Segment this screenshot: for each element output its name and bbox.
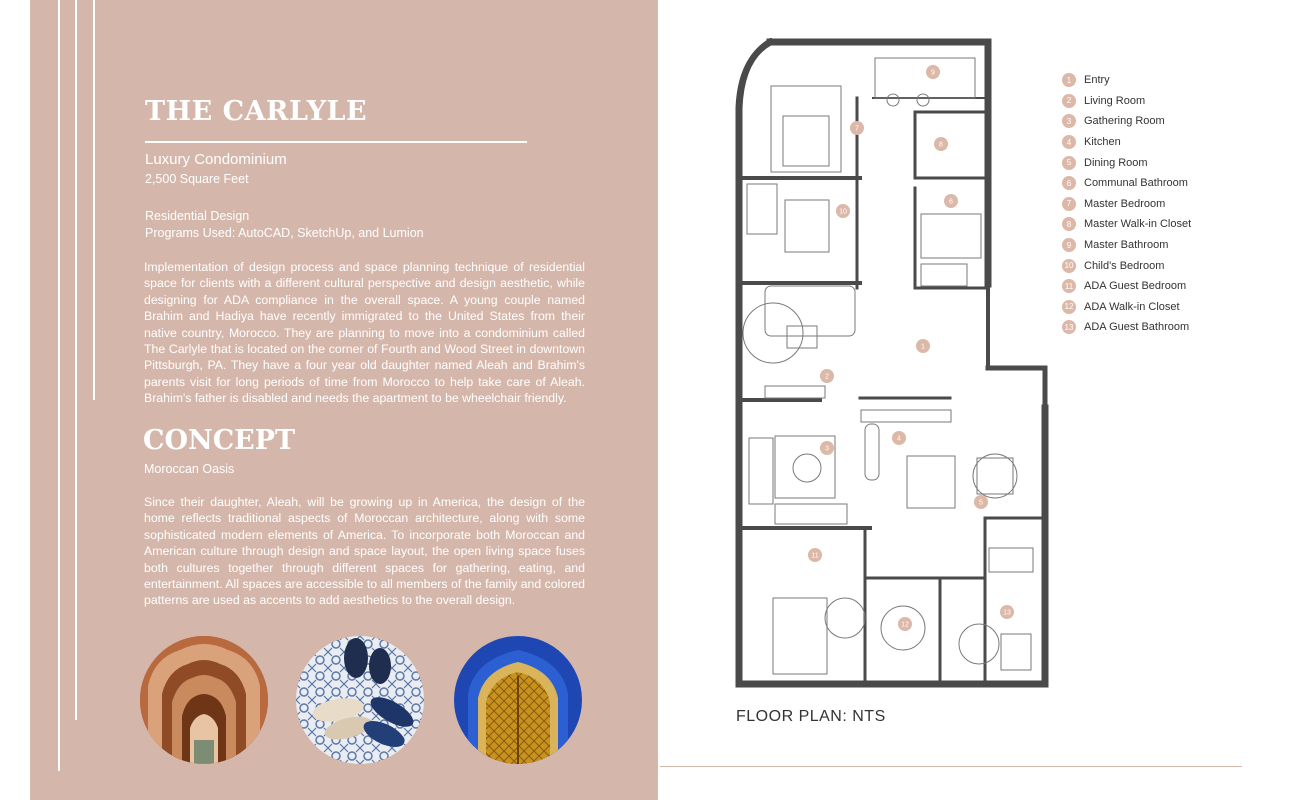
room-legend	[1062, 70, 1191, 338]
programs-used: Programs Used: AutoCAD, SketchUp, and Lumion	[145, 226, 424, 240]
legend-number-badge: 5	[1062, 156, 1076, 170]
room-number: 9	[931, 69, 935, 77]
legend-item	[1062, 173, 1191, 194]
project-subtitle: Luxury Condominium	[145, 151, 287, 168]
concept-subtitle: Moroccan Oasis	[144, 462, 235, 476]
legend-label: Child's Bedroom	[1084, 259, 1165, 272]
legend-label: Master Bathroom	[1084, 239, 1169, 252]
concept-title: CONCEPT	[143, 425, 296, 456]
moroccan-arch-photo	[140, 636, 268, 764]
legend-label: ADA Walk-in Closet	[1084, 300, 1180, 313]
room-number: 4	[897, 435, 901, 443]
legend-item	[1062, 255, 1191, 276]
room-number: 5	[979, 499, 983, 507]
legend-label: Living Room	[1084, 94, 1146, 107]
legend-number-badge: 7	[1062, 197, 1076, 211]
room-number: 12	[901, 621, 909, 629]
legend-label: Master Bedroom	[1084, 197, 1166, 210]
legend-number-badge: 11	[1062, 279, 1076, 293]
legend-label: ADA Guest Bathroom	[1084, 321, 1190, 334]
legend-label: ADA Guest Bedroom	[1084, 280, 1187, 293]
legend-label: Kitchen	[1084, 136, 1121, 149]
legend-label: Dining Room	[1084, 156, 1148, 169]
concept-description: Since their daughter, Aleah, will be growing up in America, the design of the home reflects traditional aspects of Moroccan architecture, along with some sophisticated modern elements of America. To incorporate both Moroccan and American culture through design and space layout, the open living space fuses both cultures together through different spaces for gathering, eating, and entertainment. All spaces are accessible to all members of the family and colored patterns are used as accents to add aesthetics to the overall design.	[144, 495, 585, 608]
project-description: Implementation of design process and space planning technique of residential space for clients with a different cultural perspective and design aesthetic, while designing for ADA compliance in the overall space. A young couple named Brahim and Hadiya have recently immigrated to the United States from their native country, Morocco. They are planning to move into a condominium called The Carlyle that is located on the corner of Fourth and Wood Street in downtown Pittsburgh, PA. They have a four year old daughter named Aleah and Brahim's parents visit for long periods of time from Morocco to help take care of Aleah. Brahim's father is disabled and needs the apartment to be wheelchair friendly.	[144, 260, 585, 406]
legend-item	[1062, 235, 1191, 256]
project-title: THE CARLYLE	[145, 96, 368, 127]
title-divider	[145, 141, 527, 143]
decorative-line	[75, 0, 77, 720]
room-number: 3	[825, 445, 829, 453]
legend-number-badge: 13	[1062, 320, 1076, 334]
legend-label: Master Walk-in Closet	[1084, 218, 1192, 231]
legend-item	[1062, 111, 1191, 132]
legend-item	[1062, 297, 1191, 318]
moroccan-slippers-photo	[296, 636, 424, 764]
legend-number-badge: 8	[1062, 217, 1076, 231]
legend-number-badge: 4	[1062, 135, 1076, 149]
room-number: 6	[949, 198, 953, 206]
project-panel	[30, 0, 658, 800]
legend-item	[1062, 317, 1191, 338]
floor-plan-drawing	[735, 38, 1055, 688]
legend-item	[1062, 194, 1191, 215]
legend-label: Communal Bathroom	[1084, 177, 1188, 190]
decorative-line	[93, 0, 95, 400]
legend-number-badge: 12	[1062, 300, 1076, 314]
legend-item	[1062, 276, 1191, 297]
legend-item	[1062, 214, 1191, 235]
legend-number-badge: 9	[1062, 238, 1076, 252]
room-number: 10	[839, 208, 847, 216]
legend-item	[1062, 132, 1191, 153]
project-size: 2,500 Square Feet	[145, 172, 249, 186]
legend-number-badge: 3	[1062, 114, 1076, 128]
moroccan-door-photo	[454, 636, 582, 764]
room-number: 11	[811, 552, 819, 560]
room-number: 8	[939, 141, 943, 149]
room-number: 13	[1003, 609, 1011, 617]
room-number: 7	[855, 125, 859, 133]
legend-number-badge: 2	[1062, 94, 1076, 108]
design-type: Residential Design	[145, 209, 250, 223]
decorative-line	[58, 0, 60, 771]
room-number: 1	[921, 343, 925, 351]
legend-label: Entry	[1084, 74, 1110, 87]
floor-plan-caption: FLOOR PLAN: NTS	[736, 708, 886, 725]
legend-item	[1062, 91, 1191, 112]
legend-number-badge: 10	[1062, 259, 1076, 273]
legend-item	[1062, 152, 1191, 173]
room-number: 2	[825, 373, 829, 381]
legend-item	[1062, 70, 1191, 91]
legend-number-badge: 1	[1062, 73, 1076, 87]
bottom-divider	[660, 766, 1242, 767]
legend-number-badge: 6	[1062, 176, 1076, 190]
legend-label: Gathering Room	[1084, 115, 1165, 128]
